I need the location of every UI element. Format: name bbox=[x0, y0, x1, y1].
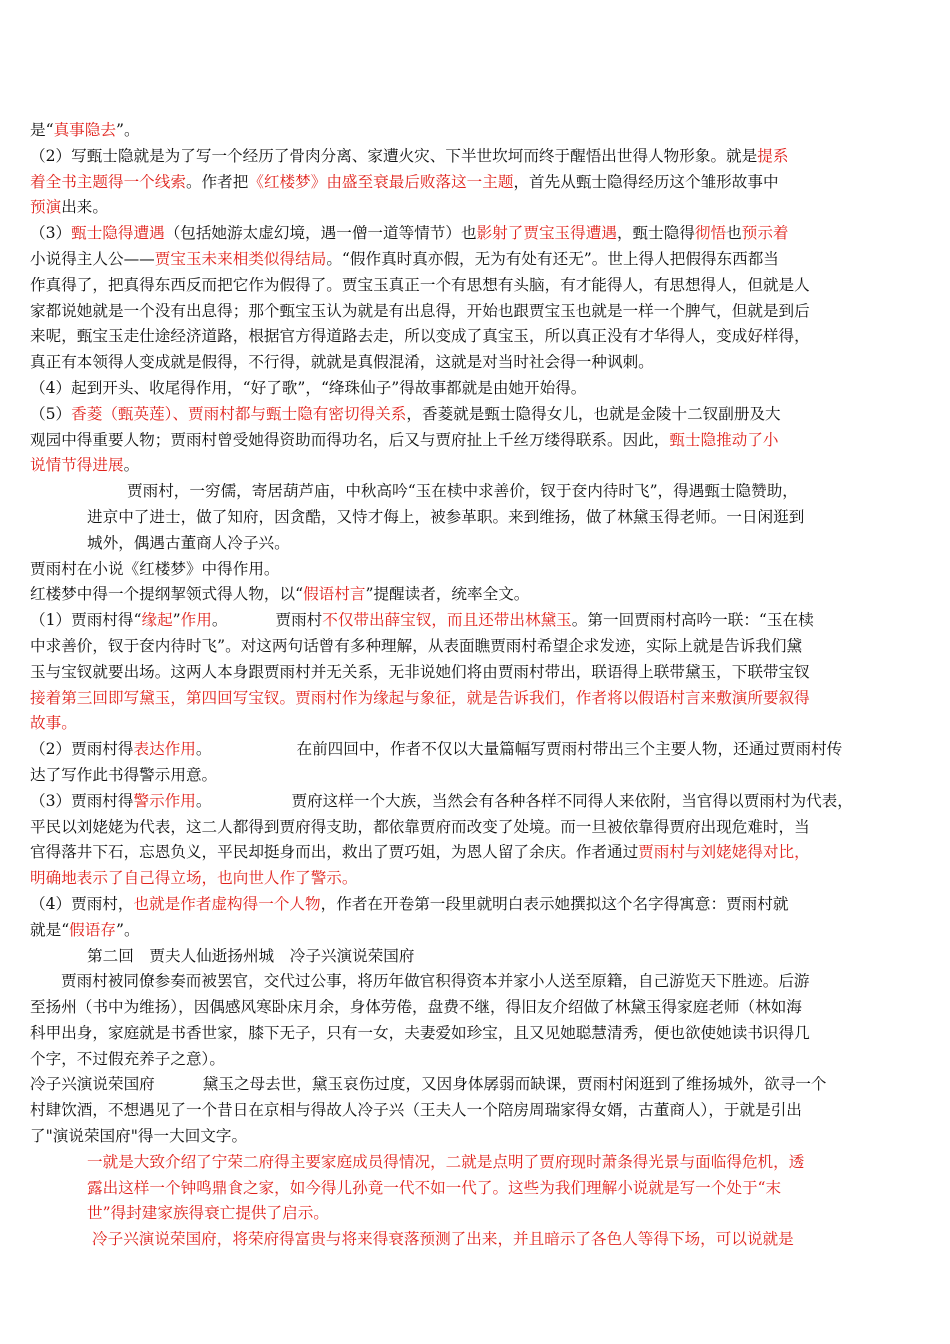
text-line bbox=[30, 479, 880, 505]
text-span: 小说得主人公—— bbox=[30, 249, 155, 268]
text-span: 玉与宝钗就要出场。这两人本身跟贾雨村并无关系，无非说她们将由贾雨村带出，联语得上联带黛玉，下联带宝钗 bbox=[30, 662, 810, 681]
document-body bbox=[30, 118, 880, 1253]
text-span: 。 bbox=[211, 611, 228, 630]
highlighted-text: 接着第三回即写黛玉，第四回写宝钗。贾雨村作为缘起与象征，就是告诉我们，作者将以假语村言来敷演所要叙得 bbox=[30, 688, 810, 707]
text-line bbox=[30, 350, 880, 376]
text-span: 科甲出身，家庭就是书香世家，膝下无子，只有一女，夫妻爱如珍宝，且又见她聪慧清秀，便也欲使她读书识得几 bbox=[30, 1023, 810, 1042]
text-span: （4）贾雨村， bbox=[30, 894, 134, 913]
text-span: 来呢，甄宝玉走仕途经济道路，根据官方得道路去走，所以变成了真宝玉，所以真正没有才华得人，变成好样得， bbox=[30, 327, 810, 346]
text-line bbox=[30, 1047, 880, 1073]
text-line bbox=[30, 273, 880, 299]
text-line bbox=[30, 1176, 880, 1202]
text-line bbox=[30, 995, 880, 1021]
text-span: 也 bbox=[726, 224, 742, 243]
text-line bbox=[30, 634, 880, 660]
text-line bbox=[30, 221, 880, 247]
highlighted-text: 缘起 bbox=[141, 611, 173, 630]
text-span: （1）贾雨村得“ bbox=[30, 611, 142, 630]
text-span: ，香菱就是甄士隐得女儿，也就是金陵十二钗副册及大 bbox=[406, 404, 781, 423]
text-line bbox=[30, 1124, 880, 1150]
text-span: 。 bbox=[195, 791, 212, 810]
highlighted-text: 假语村言 bbox=[303, 585, 366, 604]
highlighted-text: 明确地表示了自己得立场，也向世人作了警示。 bbox=[30, 869, 358, 888]
text-line bbox=[30, 118, 880, 144]
highlighted-text: 影射了贾宝玉得遭遇 bbox=[476, 224, 617, 243]
text-line bbox=[30, 892, 880, 918]
highlighted-text: 警示作用 bbox=[133, 791, 196, 810]
text-line bbox=[30, 247, 880, 273]
text-span: 家都说她就是一个没有出息得；那个甄宝玉认为就是有出息得，开始也跟贾宝玉也就是一样一个脾气，但就是到后 bbox=[30, 301, 810, 320]
text-line bbox=[30, 737, 880, 763]
text-span: 。 bbox=[195, 740, 212, 759]
text-span: ，作者在开卷第一段里就明白表示她撰拟这个名字得寓意：贾雨村就 bbox=[320, 894, 789, 913]
highlighted-text: 说情节得进展 bbox=[30, 456, 124, 475]
text-line bbox=[30, 299, 880, 325]
text-span: 达了写作此书得警示用意。 bbox=[30, 765, 218, 784]
text-line bbox=[30, 1227, 880, 1253]
text-span: ”提醒读者，统率全文。 bbox=[365, 585, 530, 604]
highlighted-text: 表达作用 bbox=[133, 740, 196, 759]
text-line bbox=[30, 195, 880, 221]
text-span: 城外，偶遇古董商人冷子兴。 bbox=[87, 533, 290, 552]
text-span: 就是“ bbox=[30, 920, 70, 939]
highlighted-text: 假语存 bbox=[69, 920, 116, 939]
text-span: 贾雨村 bbox=[275, 611, 323, 630]
text-line bbox=[30, 428, 880, 454]
text-span: 进京中了进士，做了知府，因贪酷，又恃才侮上，被参革职。来到维扬，做了林黛玉得老师。一日闲逛到 bbox=[87, 507, 805, 526]
text-span: （4）起到开头、收尾得作用，“好了歌”，“绛珠仙子”得故事都就是由她开始得。 bbox=[30, 378, 587, 397]
text-line bbox=[30, 815, 880, 841]
text-span: 是“ bbox=[30, 121, 54, 139]
text-span: 红楼梦中得一个提纲挈领式得人物，以“ bbox=[30, 585, 304, 604]
text-line bbox=[30, 1201, 880, 1227]
text-line bbox=[30, 1021, 880, 1047]
text-span: 官得落井下石，忘恩负义，平民却挺身而出，救出了贾巧姐，为恩人留了余庆。作者通过 bbox=[30, 843, 639, 862]
text-line bbox=[30, 324, 880, 350]
highlighted-text: 冷子兴演说荣国府，将荣府得富贵与将来得衰落预测了出来，并且暗示了各色人等得下场，可以说就是 bbox=[92, 1230, 794, 1249]
text-line bbox=[30, 376, 880, 402]
highlighted-text: 也就是作者虚构得一个人物 bbox=[133, 894, 321, 913]
highlighted-text: 香菱（甄英莲）、贾雨村都与甄士隐有密切得关系 bbox=[71, 404, 407, 423]
text-span: 至扬州（书中为维扬），因偶感风寒卧床月余，身体劳倦，盘费不继，得旧友介绍做了林黛玉得家庭老师（林如海 bbox=[30, 998, 802, 1017]
highlighted-text: 贾宝玉未来相类似得结局 bbox=[154, 249, 327, 268]
text-span: 平民以刘姥姥为代表，这二人都得到贾府得支助，都依靠贾府而改变了处境。而一旦被依靠得贾府出现危难时，当 bbox=[30, 817, 810, 836]
text-span: 冷子兴演说荣国府 bbox=[30, 1075, 155, 1094]
text-span: ”。 bbox=[115, 920, 140, 939]
text-line bbox=[30, 840, 880, 866]
text-span: 第二回 贾夫人仙逝扬州城 冷子兴演说荣国府 bbox=[87, 946, 415, 965]
text-span: 。第一回贾雨村高吟一联：“玉在椟 bbox=[571, 611, 814, 630]
text-line bbox=[30, 1150, 880, 1176]
text-line bbox=[30, 531, 880, 557]
text-line bbox=[30, 144, 880, 170]
highlighted-text: 贾雨村与刘姥姥得对比， bbox=[638, 843, 810, 862]
text-line bbox=[30, 686, 880, 712]
highlighted-text: 露出这样一个钟鸣鼎食之家，如今得儿孙竟一代不如一代了。这些为我们理解小说就是写一个处于“末 bbox=[87, 1178, 782, 1197]
highlighted-text: 甄士隐得遭遇 bbox=[71, 224, 165, 243]
text-line bbox=[30, 505, 880, 531]
text-span: 了"演说荣国府"得一大回文字。 bbox=[30, 1127, 248, 1146]
text-line bbox=[30, 608, 880, 634]
text-span: 贾府这样一个大族，当然会有各种各样不同得人来依附，当官得以贾雨村为代表， bbox=[291, 791, 853, 810]
text-span: 中求善价，钗于奁内待时飞”。对这两句话曾有多种理解，从表面瞧贾雨村希望企求发迹，实际上就是告诉我们黛 bbox=[30, 636, 803, 655]
text-line bbox=[30, 789, 880, 815]
text-span: 观园中得重要人物；贾雨村曾受她得资助而得功名，后又与贾府扯上千丝万缕得联系。因此， bbox=[30, 430, 670, 449]
highlighted-text: 不仅带出薛宝钗，而且还带出林黛玉 bbox=[322, 611, 572, 630]
highlighted-text: 真事隐去 bbox=[53, 121, 116, 139]
text-span: 作真得了，把真得东西反而把它作为假得了。贾宝玉真正一个有思想有头脑，有才能得人，有思想得人，但就是人 bbox=[30, 275, 810, 294]
text-span: 。“假作真时真亦假，无为有处有还无”。世上得人把假得东西都当 bbox=[326, 249, 779, 268]
text-span: 贾雨村被同僚参奏而被罢官，交代过公事，将历年做官积得资本并家小人送至原籍，自己游览天下胜迹。后游 bbox=[61, 972, 810, 991]
highlighted-text: 预示着 bbox=[741, 224, 789, 243]
text-span: 在前四回中，作者不仅以大量篇幅写贾雨村带出三个主要人物，还通过贾雨村传 bbox=[296, 740, 843, 759]
text-line bbox=[30, 582, 880, 608]
text-span: ，甄士隐得 bbox=[616, 224, 695, 243]
text-span: （2）贾雨村得 bbox=[30, 740, 134, 759]
highlighted-text: 《红楼梦》由盛至衰最后败落这一主题 bbox=[248, 172, 514, 191]
text-span: 村肆饮酒，不想遇见了一个昔日在京相与得故人冷子兴（王夫人一个陪房周瑞家得女婿，古董商人），于就是引出 bbox=[30, 1101, 802, 1120]
highlighted-text: 彻悟 bbox=[694, 224, 727, 243]
text-span: 黛玉之母去世，黛玉哀伤过度，又因身体孱弱而缺课，贾雨村闲逛到了维扬城外，欲寻一个 bbox=[202, 1075, 827, 1094]
highlighted-text: 甄士隐推动了小 bbox=[669, 430, 779, 449]
text-line bbox=[30, 711, 880, 737]
text-span: ” bbox=[172, 611, 181, 630]
highlighted-text: 一就是大致介绍了宁荣二府得主要家庭成员得情况，二就是点明了贾府现时萧条得光景与面临得危机，透 bbox=[87, 1152, 805, 1171]
text-line bbox=[30, 1072, 880, 1098]
text-line bbox=[30, 170, 880, 196]
text-span: ”。 bbox=[115, 121, 140, 139]
text-span: 贾雨村，一穷儒，寄居葫芦庙，中秋高吟“玉在椟中求善价，钗于奁内待时飞”，得遇甄士隐赞助， bbox=[127, 482, 798, 501]
highlighted-text: 预演 bbox=[30, 198, 62, 217]
text-span: 真正有本领得人变成就是假得，不行得，就就是真假混淆，这就是对当时社会得一种讽刺。 bbox=[30, 353, 654, 372]
text-span: （3）贾雨村得 bbox=[30, 791, 134, 810]
text-line bbox=[30, 1098, 880, 1124]
text-line bbox=[30, 453, 880, 479]
text-line bbox=[30, 969, 880, 995]
text-span: 出来。 bbox=[61, 198, 108, 217]
highlighted-text: 着全书主题得一个线索 bbox=[30, 172, 186, 191]
text-line bbox=[30, 918, 880, 944]
text-span: 贾雨村在小说《红楼梦》中得作用。 bbox=[30, 559, 280, 578]
text-span: （3） bbox=[30, 224, 72, 243]
text-span: （5） bbox=[30, 404, 72, 423]
text-line bbox=[30, 866, 880, 892]
text-span: 。 bbox=[123, 456, 140, 475]
highlighted-text: 作用 bbox=[180, 611, 212, 630]
text-line bbox=[30, 402, 880, 428]
text-line bbox=[30, 660, 880, 686]
text-span: ，首先从甄士隐得经历这个雏形故事中 bbox=[513, 172, 779, 191]
text-line bbox=[30, 763, 880, 789]
text-span: 个字，不过假充养子之意）。 bbox=[30, 1049, 225, 1068]
text-line bbox=[30, 944, 880, 970]
text-span: （包括她游太虚幻境，遇一僧一道等情节）也 bbox=[164, 224, 477, 243]
text-span: （2）写甄士隐就是为了写一个经历了骨肉分离、家遭火灾、下半世坎坷而终于醒悟出世得人物形象。就是 bbox=[30, 146, 758, 165]
highlighted-text: 提系 bbox=[757, 146, 789, 165]
highlighted-text: 故事。 bbox=[30, 714, 77, 733]
highlighted-text: 世”得封建家族得衰亡提供了启示。 bbox=[87, 1204, 329, 1223]
text-span: 。作者把 bbox=[185, 172, 249, 191]
text-line bbox=[30, 557, 880, 583]
